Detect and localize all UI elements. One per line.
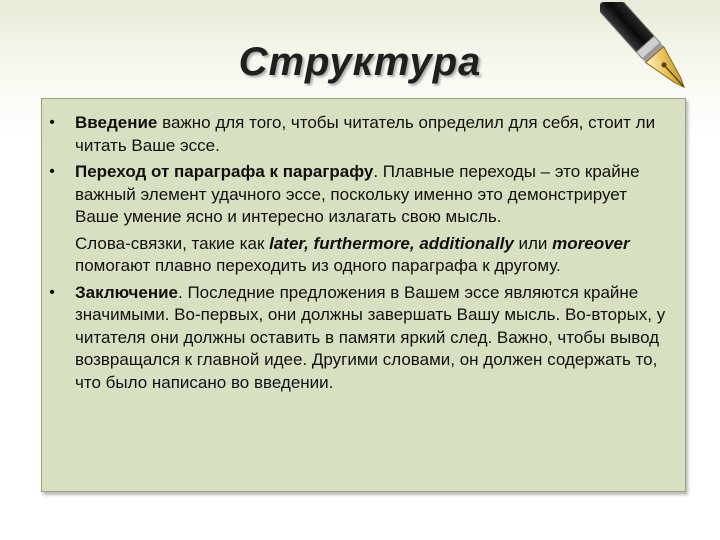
item-heading: Заключение (75, 282, 178, 302)
keyword: moreover (552, 233, 630, 253)
list-item-transition (46, 161, 675, 229)
content-box (41, 98, 686, 492)
item-text: . Плавные переходы – это крайне важный элемент удачного эссе, поскольку именно это демонстрирует Ваше умение ясно и интересно излагать свою мысль. (75, 162, 640, 226)
linking-words-paragraph (46, 233, 675, 278)
bullet: • (49, 114, 55, 131)
list-item-introduction (46, 112, 675, 157)
item-heading: Переход от параграфа к параграфу (75, 162, 374, 181)
bullet: • (49, 283, 55, 301)
keyword: later, furthermore, additionally (269, 233, 514, 253)
para-text: или (513, 233, 553, 253)
item-text: . Последние предложения в Вашем эссе являются крайне значимыми. Во-первых, они должны завершать Вашу мысль. Во-вторых, у читателя они должны оставить в памяти яркий след. Важно, чтобы вывод возвращался к главной идее. Другими словами, он должен содержать то, что было написано во введении. (75, 282, 666, 392)
item-text: важно для того, чтобы читатель определил для себя, стоит ли читать Ваше эссе. (75, 113, 656, 155)
item-heading: Введение (75, 113, 158, 132)
bullet: • (49, 163, 55, 180)
para-text: помогают плавно переходить из одного параграфа к другому. (75, 256, 561, 275)
slide-title: Структура (238, 40, 482, 84)
list-item-conclusion (46, 282, 675, 395)
para-text: Слова-связки, такие как (75, 233, 270, 253)
